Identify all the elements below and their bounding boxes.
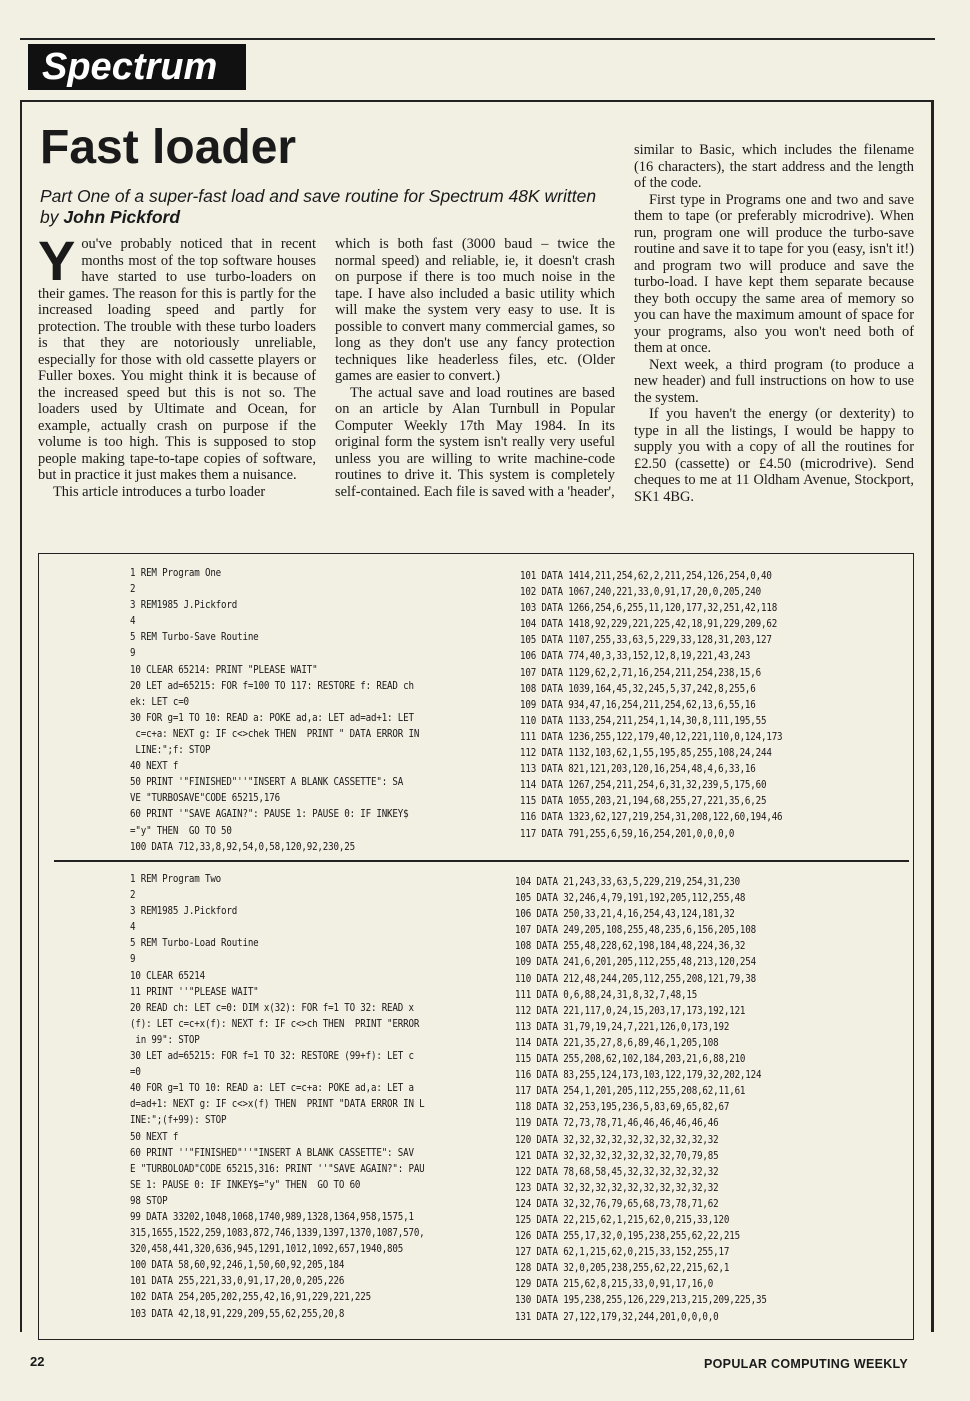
article-paragraph: Next week, a third program (to produce a new header) and full instructions on how to use the system. bbox=[634, 356, 914, 406]
magazine-name: POPULAR COMPUTING WEEKLY bbox=[704, 1357, 908, 1371]
drop-cap: Y bbox=[38, 229, 76, 292]
top-rule bbox=[20, 38, 935, 40]
article-paragraph: similar to Basic, which includes the filename (16 characters), the start address and the length of the code. bbox=[634, 142, 914, 191]
program-two-listing-right: 104 DATA 21,243,33,63,5,229,219,254,31,230 105 DATA 32,246,4,79,191,192,205,112,255,48 106 DATA 250,33,21,4,16,254,43,124,181,32 107 DATA 249,205,108,255,48,235,6,156,205,108 108 DATA 255,48,228,62,198,184,48,224,36,32 109 DATA 241,6,201,205,112,255,48,213,120,254 110 DATA 212,48,244,205,112,255,208,121,79,38 111 DATA 0,6,88,24,31,8,32,7,48,15 112 DATA 221,117,0,24,15,203,17,173,192,121 113 DATA 31,79,19,24,7,221,126,0,173,192 114 DATA 221,35,27,8,6,89,46,1,205,108 115 DATA 255,208,62,102,184,203,21,6,88,210 116 DATA 83,255,124,173,103,122,179,32,202,124 117 DATA 254,1,201,205,112,255,208,62,11,61 118 DATA 32,253,195,236,5,83,69,65,82,67 119 DATA 72,73,78,71,46,46,46,46,46,46 120 DATA 32,32,32,32,32,32,32,32,32,32 121 DATA 32,32,32,32,32,32,32,70,79,85 122 DATA 78,68,58,45,32,32,32,32,32,32 123 DATA 32,32,32,32,32,32,32,32,32,32 124 DATA 32,32,76,79,65,68,73,78,71,62 125 DATA 22,215,62,1,215,62,0,215,33,120 126 DATA 255,17,32,0,195,238,255,62,22,215 127 DATA 62,1,215,62,0,215,33,152,255,17 128 DATA 32,0,205,238,255,62,22,215,62,1 129 DATA 215,62,8,215,33,0,91,17,16,0 130 DATA 195,238,255,126,229,213,215,209,225,35 131 DATA 27,122,179,32,244,201,0,0,0,0 bbox=[515, 875, 767, 1323]
article-paragraph: You've probably noticed that in recent months most of the top software houses have started to use turbo-loaders on their games. The reason for this is partly for the increased loading speed and partly for protection. The trouble with these turbo loaders is that they are notoriously unreliable, especially for those with old cassette players or Fuller boxes. You might think it is because of the increased speed but this is not so. The loaders used by Ultimate and Ocean, for example, actually crash on purpose if the volume is too high. This is supposed to stop people making tape-to-tape copies of software, but in practice it just makes them a nuisance. bbox=[38, 229, 316, 483]
standfirst bbox=[40, 186, 600, 228]
article-column-3 bbox=[634, 142, 914, 505]
page-number: 22 bbox=[30, 1354, 45, 1369]
article-paragraph: This article introduces a turbo loader bbox=[53, 483, 266, 500]
article-paragraph: First type in Programs one and two and save them to tape (or preferably microdrive). When run, program one will produce the turbo-save routine and save it to tape for you (easy, isn't it!) and program two will produce and save the turbo-load. I have kept them separate because they both occupy the same area of memory so you can have the maximum amount of space for your programs, also you won't need both of them at once. bbox=[634, 191, 914, 356]
author-name: John Pickford bbox=[63, 207, 181, 227]
program-two-listing-left: 1 REM Program Two 2 3 REM1985 J.Pickford 4 5 REM Turbo-Load Routine 9 10 CLEAR 65214 11 PRINT ''"PLEASE WAIT" 20 READ ch: LET c=0: DIM x(32): FOR f=1 TO 32: READ x (f): LET c=c+x(f): NEXT f: IF c<>ch THEN PRINT "ERROR in 99": STOP 30 LET ad=65215: FOR f=1 TO 32: RESTORE (99+f): LET c =0 40 FOR g=1 TO 10: READ a: LET c=c+a: POKE ad,a: LET a d=ad+1: NEXT g: IF c<>x(f) THEN PRINT "DATA ERROR IN L INE:";(f+99): STOP 50 NEXT f 60 PRINT ''"FINISHED"''"INSERT A BLANK CASSETTE": SAV E "TURBOLOAD"CODE 65215,316: PRINT ''"SAVE AGAIN?": PAU SE 1: PAUSE 0: IF INKEY$="y" THEN GO TO 60 98 STOP 99 DATA 33202,1048,1068,1740,989,1328,1364,958,1575,1 315,1655,1522,259,1083,872,746,1339,1397,1370,1087,570, 320,458,441,320,636,945,1291,1012,1092,657,1940,805 100 DATA 58,60,92,246,1,50,60,92,205,184 101 DATA 255,221,33,0,91,17,20,0,205,226 102 DATA 254,205,202,255,42,16,91,229,221,225 103 DATA 42,18,91,229,209,55,62,255,20,8 bbox=[130, 872, 425, 1320]
article-paragraph: which is both fast (3000 baud – twice the normal speed) and reliable, ie, it doesn't crash on purpose if there is too much noise in the tape. I have also included a basic utility which will make the system very easy to use. It is possible to convert many commercial games, so long as they don't use any fancy protection techniques like headerless files, etc. (Older games are easier to convert.) bbox=[335, 236, 615, 384]
standfirst-text: Part One of a super-fast load and save routine for Spectrum 48K written by bbox=[40, 186, 597, 227]
section-banner: Spectrum bbox=[28, 44, 246, 90]
program-one-listing-right: 101 DATA 1414,211,254,62,2,211,254,126,254,0,40 102 DATA 1067,240,221,33,0,91,17,20,0,205,240 103 DATA 1266,254,6,255,11,120,177,32,251,42,118 104 DATA 1418,92,229,221,225,42,18,91,229,209,62 105 DATA 1107,255,33,63,5,229,33,128,31,203,127 106 DATA 774,40,3,33,152,12,8,19,221,43,243 107 DATA 1129,62,2,71,16,254,211,254,238,15,6 108 DATA 1039,164,45,32,245,5,37,242,8,255,6 109 DATA 934,47,16,254,211,254,62,13,6,55,16 110 DATA 1133,254,211,254,1,14,30,8,111,195,55 111 DATA 1236,255,122,179,40,12,221,110,0,124,173 112 DATA 1132,103,62,1,55,195,85,255,108,24,244 113 DATA 821,121,203,120,16,254,48,4,6,33,16 114 DATA 1267,254,211,254,6,31,32,239,5,175,60 115 DATA 1055,203,21,194,68,255,27,221,35,6,25 116 DATA 1323,62,127,219,254,31,208,122,60,194,46 117 DATA 791,255,6,59,16,254,201,0,0,0,0 bbox=[520, 569, 783, 840]
listing-divider bbox=[54, 860, 909, 862]
article-paragraph: If you haven't the energy (or dexterity) to type in all the listings, I would be happy to supply you with a copy of all the routines for £2.50 (cassette) or £4.50 (microdrive). Send cheques to me at 11 Oldham Avenue, Stockport, SK1 4BG. bbox=[634, 406, 914, 505]
article-column-1 bbox=[38, 229, 316, 500]
program-one-listing-left: 1 REM Program One 2 3 REM1985 J.Pickford 4 5 REM Turbo-Save Routine 9 10 CLEAR 65214: PRINT "PLEASE WAIT" 20 LET ad=65215: FOR f=100 TO 117: RESTORE f: READ ch ek: LET c=0 30 FOR g=1 TO 10: READ a: POKE ad,a: LET ad=ad+1: LET c=c+a: NEXT g: IF c<>chek THEN PRINT " DATA ERROR IN LINE:";f: STOP 40 NEXT f 50 PRINT '"FINISHED"''"INSERT A BLANK CASSETTE": SA VE "TURBOSAVE"CODE 65215,176 60 PRINT '"SAVE AGAIN?": PAUSE 1: PAUSE 0: IF INKEY$ ="y" THEN GO TO 50 100 DATA 712,33,8,92,54,0,58,120,92,230,25 bbox=[130, 566, 420, 853]
article-column-2 bbox=[335, 236, 615, 500]
article-title: Fast loader bbox=[40, 121, 297, 174]
article-paragraph: The actual save and load routines are based on an article by Alan Turnbull in Popular Computer Weekly 17th May 1984. In its original form the system isn't really very useful unless you are willing to write machine-code routines to drive it. This system is completely self-contained. Each file is saved with a 'header', bbox=[335, 384, 615, 500]
